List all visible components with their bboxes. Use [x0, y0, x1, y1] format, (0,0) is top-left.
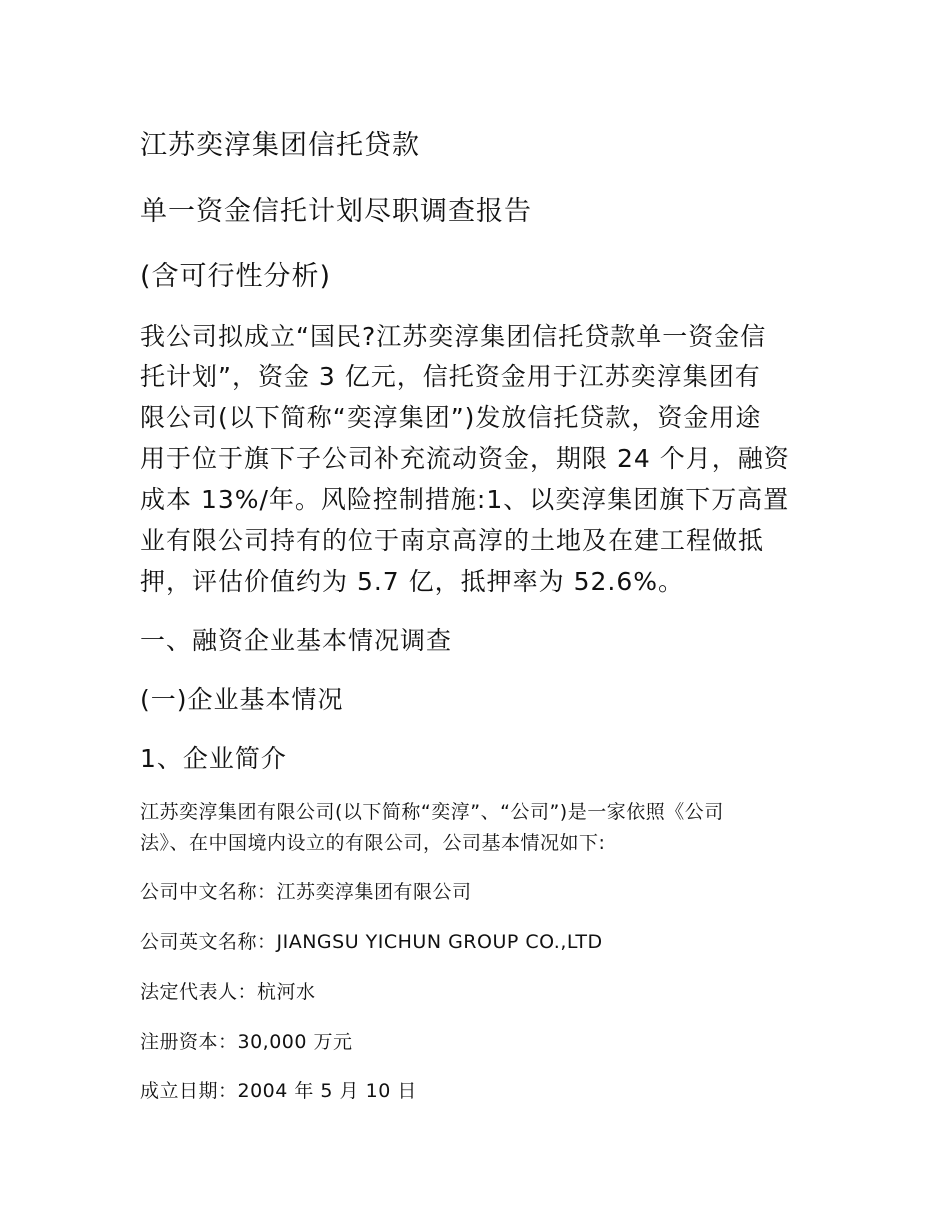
- title-line-3: (含可行性分析): [140, 261, 332, 292]
- section-heading: 一、融资企业基本情况调查: [140, 626, 453, 655]
- intro-line: 业有限公司持有的位于南京高淳的土地及在建工程做抵: [140, 526, 765, 555]
- fact-registered-capital: 注册资本：30,000 万元: [140, 1031, 353, 1053]
- profile-line: 江苏奕淳集团有限公司(以下简称“奕淳”、“公司”)是一家依照《公司: [140, 801, 724, 823]
- title-line-2: 单一资金信托计划尽职调查报告: [140, 196, 532, 227]
- intro-line: 用于位于旗下子公司补充流动资金，期限 24 个月，融资: [140, 444, 790, 473]
- intro-line: 押，评估价值约为 5.7 亿，抵押率为 52.6%。: [140, 567, 685, 596]
- intro-line: 限公司(以下简称“奕淳集团”)发放信托贷款，资金用途: [140, 403, 762, 432]
- fact-english-name: 公司英文名称：JIANGSU YICHUN GROUP CO.,LTD: [140, 931, 603, 953]
- intro-line: 成本 13%/年。风险控制措施:1、以奕淳集团旗下万高置: [140, 485, 790, 514]
- profile-line: 法》、在中国境内设立的有限公司，公司基本情况如下:: [140, 832, 606, 854]
- intro-line: 我公司拟成立“国民?江苏奕淳集团信托贷款单一资金信: [140, 322, 767, 351]
- fact-chinese-name: 公司中文名称：江苏奕淳集团有限公司: [140, 881, 472, 903]
- fact-established-date: 成立日期：2004 年 5 月 10 日: [140, 1080, 417, 1102]
- intro-line: 托计划”，资金 3 亿元，信托资金用于江苏奕淳集团有: [140, 362, 761, 391]
- fact-legal-representative: 法定代表人：杭河水: [140, 981, 316, 1003]
- item-heading: 1、企业简介: [140, 744, 287, 773]
- title-line-1: 江苏奕淳集团信托贷款: [140, 130, 420, 161]
- subsection-heading: (一)企业基本情况: [140, 685, 344, 714]
